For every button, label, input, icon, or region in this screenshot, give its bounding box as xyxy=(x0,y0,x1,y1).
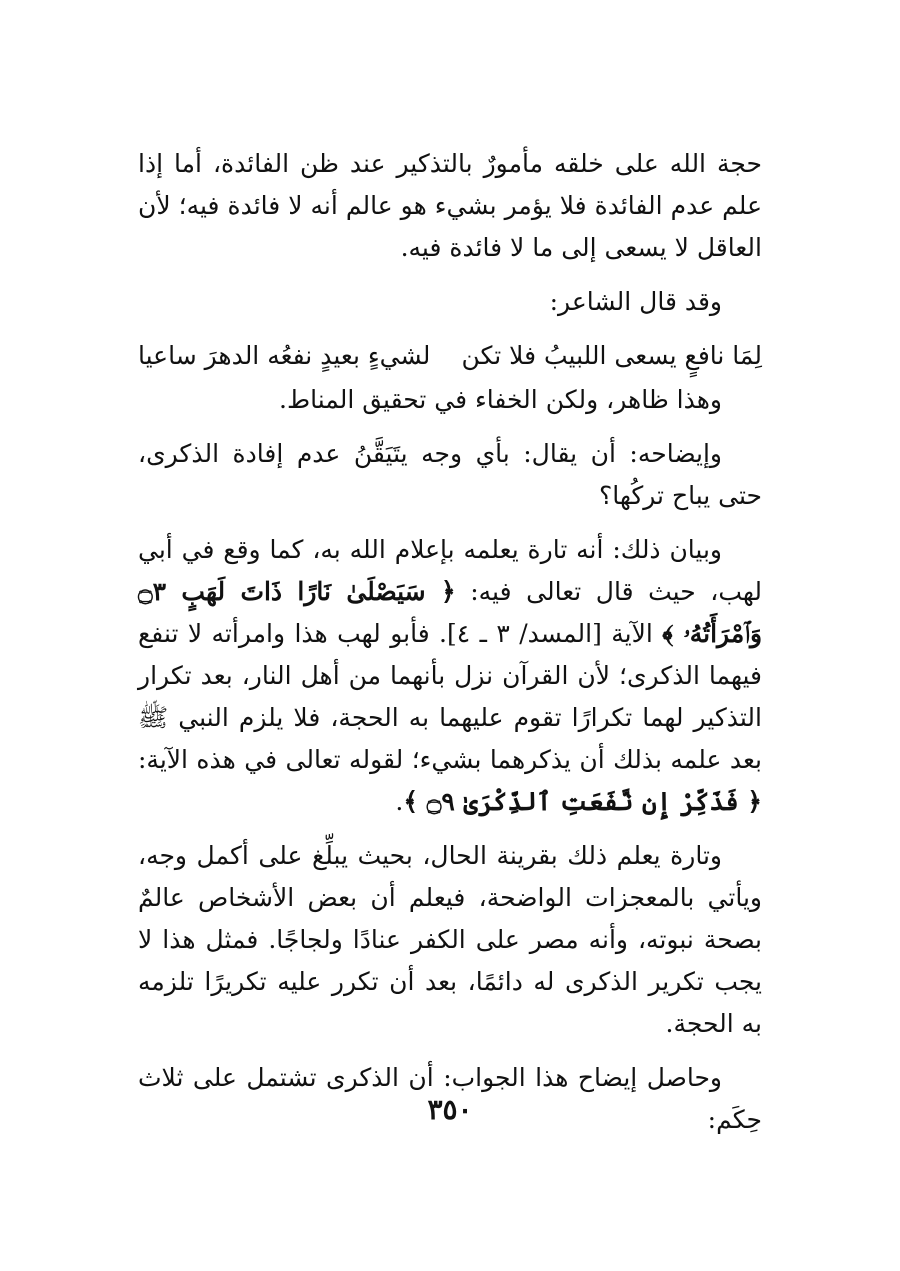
paragraph-explanation: وإيضاحه: أن يقال: بأي وجه يتَيَقَّنُ عدم إفادة الذكرى، حتى يباح تركُها؟ xyxy=(138,439,762,510)
verse-second-hemistich: لشيءٍ بعيدٍ نفعُه الدهرَ ساعيا xyxy=(138,341,431,370)
poet-intro: وقد قال الشاعر: xyxy=(549,287,722,316)
paragraph-summary: وحاصل إيضاح هذا الجواب: أن الذكرى تشتمل على ثلاث حِكَم: xyxy=(138,1063,762,1134)
quran-verse-ala: ﴿ فَذَكِّرْ إِن نَّفَعَتِ ٱلذِّكْرَىٰ ۝٩ ﴾ xyxy=(403,787,762,816)
paragraph-abu-lahab-end: . xyxy=(395,787,404,816)
body-text xyxy=(138,143,762,1141)
poetry-verse xyxy=(138,335,762,377)
paragraph-abu-lahab-body: الآية [المسد/ ٣ ـ ٤]. فأبو لهب هذا وامرأته لا تنفع فيهما الذكرى؛ لأن القرآن نزل بأنهما من أهل النار، بعد تكرار التذكير لهما تكرارًا تقوم عليهما به الحجة، فلا يلزم النبي ﷺ بعد علمه بذلك أن يذكرهما بشيء؛ لقوله تعالى في هذه الآية: xyxy=(138,619,762,774)
paragraph-abu-lahab-intro: وبيان ذلك: أنه تارة يعلمه بإعلام الله به، كما وقع في أبي لهب، حيث قال تعالى فيه: xyxy=(138,535,763,606)
paragraph-abu-lahab xyxy=(138,529,762,823)
paragraph-context-evidence: وتارة يعلم ذلك بقرينة الحال، بحيث يبلِّغ على أكمل وجه، ويأتي بالمعجزات الواضحة، فيعلم أن بعض الأشخاص عالمٌ بصحة نبوته، وأنه مصر على الكفر عنادًا ولجاجًا. فمثل هذا لا يجب تكرير الذكرى له دائمًا، بعد أن تكرر عليه تكريرًا تلزمه به الحجة. xyxy=(138,841,762,1038)
paragraph-continuation: حجة الله على خلقه مأمورٌ بالتذكير عند ظن الفائدة، أما إذا علم عدم الفائدة فلا يؤمر بشيء هو عالم أنه لا فائدة فيه؛ لأن العاقل لا يسعى إلى ما لا فائدة فيه. xyxy=(138,149,762,262)
verse-first-hemistich: لِمَا نافعٍ يسعى اللبيبُ فلا تكن xyxy=(461,341,762,370)
page-number: ٣٥٠ xyxy=(427,1093,473,1126)
quran-verse-masad: ﴿ سَيَصْلَىٰ نَارًا ذَاتَ لَهَبٍ ۝٣ وَٱمْرَأَتُهُۥ ﴾ xyxy=(138,577,763,648)
paragraph-clarification: وهذا ظاهر، ولكن الخفاء في تحقيق المناط. xyxy=(279,385,722,414)
